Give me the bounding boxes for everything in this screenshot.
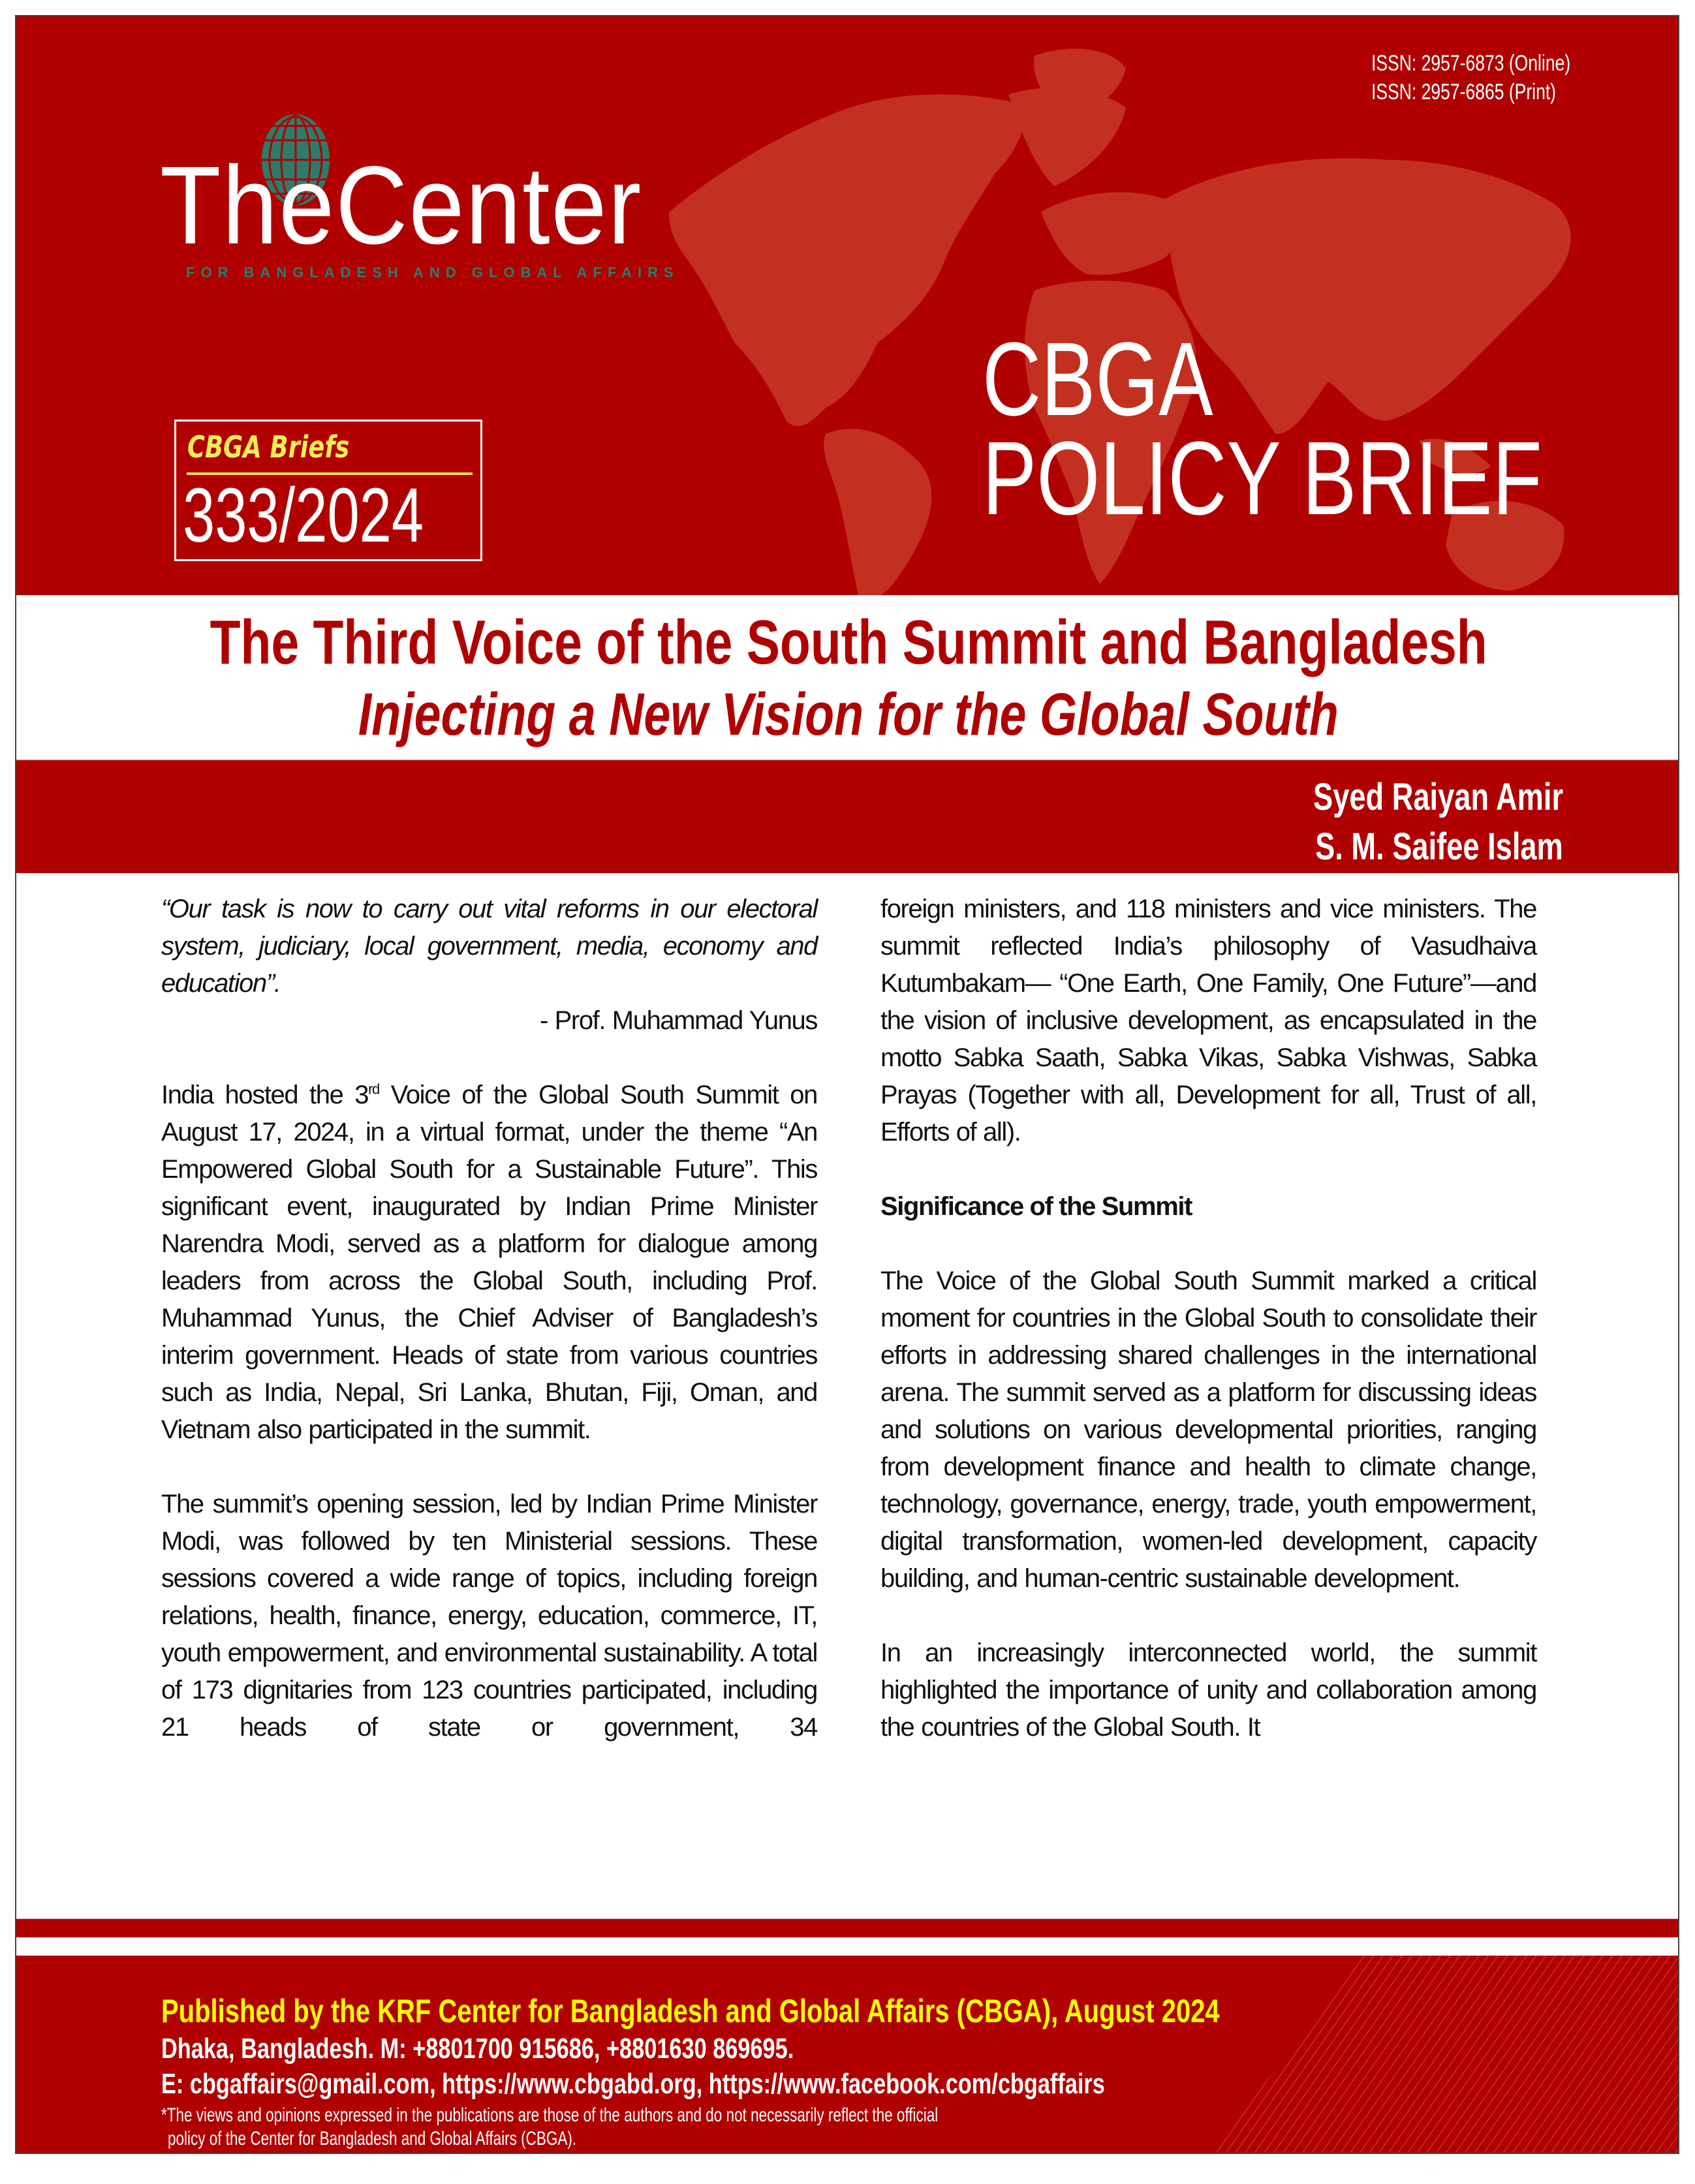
logo-tagline: FOR BANGLADESH AND GLOBAL AFFAIRS [186,264,679,281]
policy-brief-page [15,15,1679,2154]
header-banner [16,16,1679,595]
section-heading: Significance of the Summit [880,1192,1192,1221]
document-title: The Third Voice of the South Summit and Bangladesh [210,608,1487,677]
author-name: S. M. Saifee Islam [1315,825,1563,868]
disclaimer-line: *The views and opinions expressed in the publications are those of the authors and do not necessarily reflect the official [161,2104,939,2126]
body-paragraph: The summit’s opening session, led by Indian Prime Minister Modi, was followed by ten Ministerial sessions. These sessions covered a wide range of topics, including foreign relations, health, finance, energy, education, commerce, IT, youth empowerment, and environmental sustainability. A total of 173 dignitaries from 123 countries participated, including 21 heads of state or government, 34 [161,1490,817,1742]
epigraph-quote: “Our task is now to carry out vital reforms in our electoral system, judiciary, local government, media, economy and education”. [161,895,817,998]
body-paragraph: The Voice of the Global South Summit marked a critical moment for countries in the Global South to consolidate their efforts in addressing shared challenges in the international arena. The summit served as a platform for discussing ideas and solutions on various developmental priorities, ranging from development finance and health to climate change, technology, governance, energy, trade, youth empowerment, digital transformation, women-led development, capacity building, and human-centric sustainable development. [880,1267,1536,1593]
title-band [16,595,1679,760]
contact-line[interactable]: E: cbgaffairs@gmail.com, https://www.cbgabd.org, https://www.facebook.com/cbgaffairs [161,2068,1105,2100]
body-column-right [880,891,1536,1783]
body-column-left [161,891,817,1783]
address-line: Dhaka, Bangladesh. M: +8801700 915686, +8801630 869695. [161,2033,794,2065]
series-badge [174,420,482,561]
footer [16,1956,1679,2154]
publisher-line: Published by the KRF Center for Bangladesh and Global Affairs (CBGA), August 2024 [161,1993,1220,2029]
issn-print: ISSN: 2957-6865 (Print) [1371,80,1557,104]
series-label: CBGA Briefs [187,429,350,465]
body-paragraph: India hosted the 3rd Voice of the Global South Summit on August 17, 2024, in a virtual format, under the theme “An Empowered Global South for a Sustainable Future”. This significant event, inaugurated by Indian Prime Minister Narendra Modi, served as a platform for dialogue among leaders from across the Global South, including Prof. Muhammad Yunus, the Chief Adviser of Bangladesh’s interim government. Heads of state from various countries such as India, Nepal, Sri Lanka, Bhutan, Fiji, Oman, and Vietnam also participated in the summit. [161,1081,817,1444]
disclaimer-line: policy of the Center for Bangladesh and Global Affairs (CBGA). [168,2128,577,2149]
body-paragraph: In an increasingly interconnected world, the summit highlighted the importance of unity and collaboration among the countries of the Global South. It [880,1638,1536,1742]
hatch-pattern [1211,1956,1679,2154]
issn-online: ISSN: 2957-6873 (Online) [1371,51,1571,76]
publication-line-2: POLICY BRIEF [982,420,1542,536]
publication-line-1: CBGA [982,320,1213,437]
author-name: Syed Raiyan Amir [1313,776,1563,818]
authors-band [16,760,1679,873]
footer-divider-stripe [16,1918,1679,1937]
publication-type-title [982,320,1542,536]
issn-block [1371,49,1570,106]
epigraph-attribution: - Prof. Muhammad Yunus [539,1006,817,1035]
series-number: 333/2024 [183,472,424,559]
body-paragraph-continued: foreign ministers, and 118 ministers and vice ministers. The summit reflected India’s philosophy of Vasudhaiva Kutumbakam— “One Earth, One Family, One Future”—and the vision of inclusive development, as encapsulated in the motto Sabka Saath, Sabka Vikas, Sabka Vishwas, Sabka Prayas (Together with all, Development for all, Trust of all, Efforts of all). [880,895,1536,1146]
logo-wordmark: TheCenter [160,144,643,268]
document-subtitle: Injecting a New Vision for the Global South [358,681,1339,748]
